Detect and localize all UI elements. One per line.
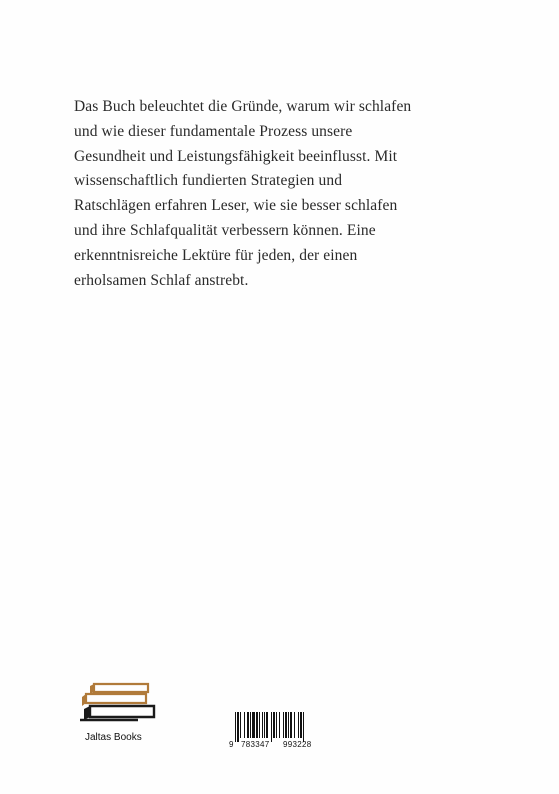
- barcode-digits-right: 993228: [283, 740, 312, 749]
- description-line: Gesundheit und Leistungsfähigkeit beeinflusst. Mit: [74, 147, 398, 165]
- description-line: Ratschlägen erfahren Leser, wie sie besser schlafen: [74, 197, 398, 215]
- barcode-icon: [228, 712, 330, 742]
- description-line: Das Buch beleuchtet die Gründe, warum wir schlafen: [74, 98, 412, 115]
- barcode-digits-left: 783347: [241, 740, 270, 749]
- isbn-barcode: [228, 712, 330, 750]
- description-line: erholsamen Schlaf anstrebt.: [74, 271, 249, 289]
- stacked-books-icon: [76, 674, 160, 732]
- description-line: und ihre Schlafqualität verbessern können. Eine: [74, 221, 376, 239]
- description-line: und wie dieser fundamentale Prozess unsere: [74, 122, 353, 140]
- book-description: [74, 95, 484, 293]
- publisher-name: Jaltas Books: [85, 732, 142, 743]
- description-line: wissenschaftlich fundierten Strategien und: [74, 172, 343, 190]
- publisher-logo: [76, 674, 160, 744]
- description-line: erkenntnisreiche Lektüre für jeden, der einen: [74, 246, 358, 264]
- barcode-digit-first: 9: [229, 740, 234, 749]
